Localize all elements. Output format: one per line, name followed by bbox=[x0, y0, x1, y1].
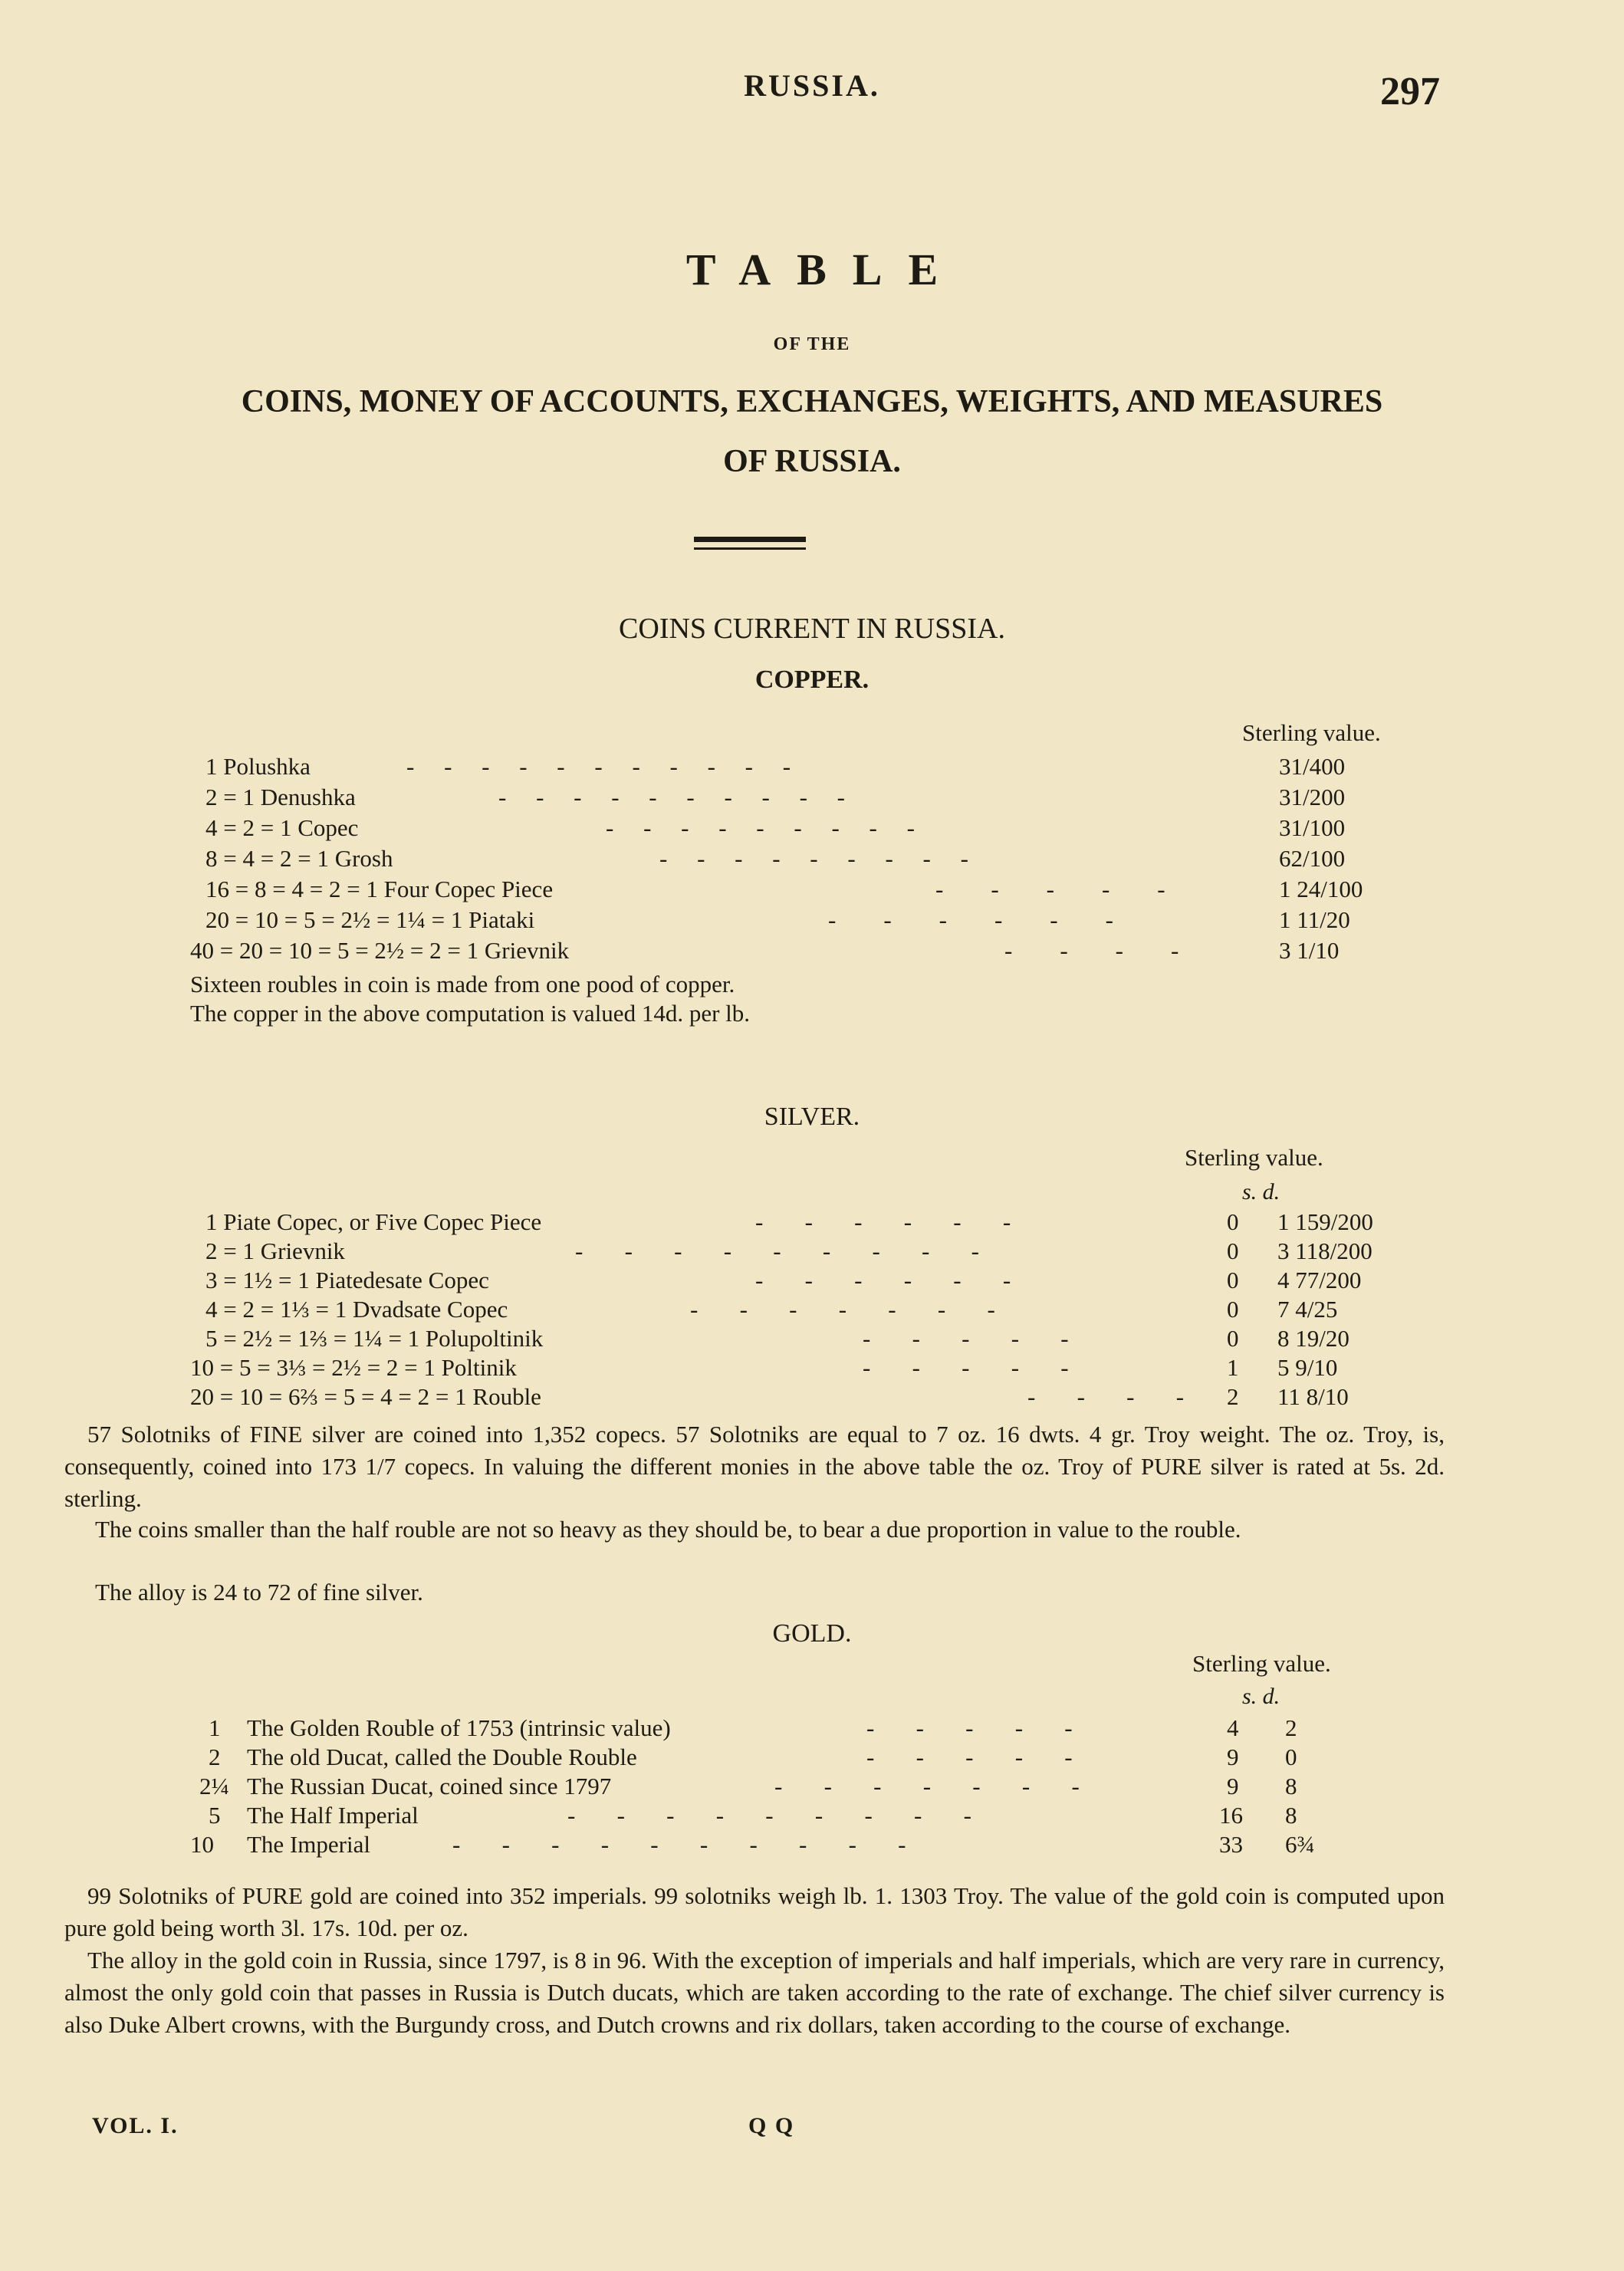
running-title: RUSSIA. bbox=[744, 68, 880, 103]
gold-heading: GOLD. bbox=[772, 1619, 852, 1648]
volume-label: VOL. I. bbox=[92, 2113, 179, 2138]
silver-row-eq: 4 = 2 = 1⅓ = 1 Dvadsate Copec bbox=[205, 1296, 508, 1323]
copper-note-2: The copper in the above computation is valued 14d. per lb. bbox=[190, 1000, 751, 1027]
silver-row-s: 0 bbox=[1227, 1325, 1239, 1352]
copper-row-value: 31/100 bbox=[1279, 814, 1346, 841]
copper-row-eq: 20 = 10 = 5 = 2½ = 1¼ = 1 Piataki bbox=[205, 906, 535, 933]
leader-dots: - - - - - - bbox=[828, 906, 1113, 933]
gold-row-s: 33 bbox=[1219, 1831, 1243, 1858]
table-title: TABLE bbox=[685, 245, 965, 294]
leader-dots: - - - - - - - - - bbox=[575, 1237, 979, 1264]
copper-sterling-label: Sterling value. bbox=[1242, 719, 1381, 746]
leader-dots: - - - - - - - - - bbox=[659, 845, 968, 872]
gold-row-num: 2 bbox=[209, 1744, 221, 1770]
gold-row-name: The Golden Rouble of 1753 (intrinsic value) bbox=[247, 1714, 671, 1741]
copper-note-1: Sixteen roubles in coin is made from one pood of copper. bbox=[190, 971, 735, 997]
leader-dots: - - - - - - - - - bbox=[567, 1802, 971, 1829]
silver-row-eq: 20 = 10 = 6⅔ = 5 = 4 = 2 = 1 Rouble bbox=[190, 1383, 541, 1410]
copper-row-value: 31/400 bbox=[1279, 753, 1346, 780]
gold-sterling-label: Sterling value. bbox=[1192, 1650, 1331, 1677]
silver-row-d: 5 9/10 bbox=[1277, 1354, 1338, 1381]
silver-row-eq: 1 Piate Copec, or Five Copec Piece bbox=[205, 1208, 542, 1235]
gold-row-s: 16 bbox=[1219, 1802, 1243, 1829]
leader-dots: - - - - - bbox=[863, 1325, 1069, 1352]
subtitle-line-2: OF RUSSIA. bbox=[723, 444, 901, 479]
gold-paragraph-2: The alloy in the gold coin in Russia, since 1797, is 8 in 96. With the exception of imperials and half imperials, which are very rare in currency, almost the only gold coin that passes in Russia is Dutch ducats, which are taken according to the rate of exchange. The chief silver currency is also Duke Albert crowns, with the Burgundy cross, and Dutch crowns and rix dollars, taken according to the course of exchange. bbox=[64, 1947, 1445, 2038]
gold-row-name: The Half Imperial bbox=[247, 1802, 419, 1829]
gold-row-name: The old Ducat, called the Double Rouble bbox=[247, 1744, 637, 1770]
leader-dots: - - - - bbox=[1004, 937, 1179, 964]
leader-dots: - - - - - - - - - - bbox=[498, 784, 845, 810]
double-rule-thin bbox=[694, 547, 806, 550]
leader-dots: - - - - - - - bbox=[774, 1773, 1080, 1799]
leader-dots: - - - - - - - - - - bbox=[452, 1831, 906, 1858]
gold-row-s: 4 bbox=[1227, 1714, 1239, 1741]
silver-row-s: 0 bbox=[1227, 1267, 1239, 1293]
leader-dots: - - - - - - - - - bbox=[606, 814, 915, 841]
copper-row-eq: 8 = 4 = 2 = 1 Grosh bbox=[205, 845, 393, 872]
silver-sd-label: s. d. bbox=[1242, 1179, 1280, 1205]
silver-row-d: 1 159/200 bbox=[1277, 1208, 1373, 1235]
leader-dots: - - - - bbox=[1027, 1383, 1185, 1410]
copper-row-value: 1 24/100 bbox=[1279, 876, 1363, 902]
copper-row-value: 3 1/10 bbox=[1279, 937, 1340, 964]
copper-row-value: 31/200 bbox=[1279, 784, 1346, 810]
subtitle-line-1: COINS, MONEY OF ACCOUNTS, EXCHANGES, WEIGHTS, AND MEASURES bbox=[241, 384, 1383, 419]
coins-current-heading: COINS CURRENT IN RUSSIA. bbox=[619, 613, 1005, 645]
gold-row-num: 1 bbox=[209, 1714, 221, 1741]
leader-dots: - - - - - bbox=[866, 1714, 1073, 1741]
silver-row-s: 0 bbox=[1227, 1237, 1239, 1264]
silver-row-s: 0 bbox=[1227, 1208, 1239, 1235]
leader-dots: - - - - - - bbox=[755, 1267, 1011, 1293]
gold-row-num: 5 bbox=[209, 1802, 221, 1829]
silver-row-s: 0 bbox=[1227, 1296, 1239, 1323]
gold-row-d: 6¾ bbox=[1285, 1831, 1315, 1858]
silver-paragraph-1: 57 Solotniks of FINE silver are coined into 1,352 copecs. 57 Solotniks are equal to 7 oz. 16 dwts. 4 gr. Troy weight. The oz. Troy, is, consequently, coined into 173 1/7 copecs. In valuing the different monies in the above table the oz. Troy of PURE silver is rated at 5s. 2d. sterling. bbox=[64, 1421, 1445, 1512]
silver-row-d: 7 4/25 bbox=[1277, 1296, 1338, 1323]
leader-dots: - - - - - - - - - - - bbox=[406, 753, 791, 780]
page-number: 297 bbox=[1380, 70, 1440, 113]
silver-row-s: 2 bbox=[1227, 1383, 1239, 1410]
gold-row-name: The Imperial bbox=[247, 1831, 370, 1858]
gold-row-num: 10 bbox=[190, 1831, 214, 1858]
gold-row-num: 2¼ bbox=[199, 1773, 229, 1799]
leader-dots: - - - - - - - bbox=[690, 1296, 995, 1323]
silver-row-d: 3 118/200 bbox=[1277, 1237, 1373, 1264]
signature-mark: Q Q bbox=[748, 2113, 795, 2138]
gold-row-d: 2 bbox=[1285, 1714, 1297, 1741]
silver-heading: SILVER. bbox=[764, 1103, 860, 1131]
gold-row-d: 0 bbox=[1285, 1744, 1297, 1770]
gold-row-s: 9 bbox=[1227, 1773, 1239, 1799]
gold-sd-label: s. d. bbox=[1242, 1684, 1280, 1709]
copper-row-eq: 1 Polushka bbox=[205, 753, 311, 780]
double-rule-thick bbox=[694, 537, 806, 542]
copper-row-value: 62/100 bbox=[1279, 845, 1346, 872]
leader-dots: - - - - - bbox=[935, 876, 1165, 902]
gold-row-d: 8 bbox=[1285, 1773, 1297, 1799]
silver-row-eq: 3 = 1½ = 1 Piatedesate Copec bbox=[205, 1267, 489, 1293]
silver-row-eq: 5 = 2½ = 1⅔ = 1¼ = 1 Polupoltinik bbox=[205, 1325, 544, 1352]
copper-heading: COPPER. bbox=[754, 666, 870, 694]
silver-paragraph-3: The alloy is 24 to 72 of fine silver. bbox=[95, 1579, 423, 1605]
gold-row-name: The Russian Ducat, coined since 1797 bbox=[247, 1773, 612, 1799]
copper-row-eq: 40 = 20 = 10 = 5 = 2½ = 2 = 1 Grievnik bbox=[190, 937, 570, 964]
silver-row-d: 11 8/10 bbox=[1277, 1383, 1349, 1410]
silver-row-d: 8 19/20 bbox=[1277, 1325, 1349, 1352]
gold-row-d: 8 bbox=[1285, 1802, 1297, 1829]
leader-dots: - - - - - - bbox=[755, 1208, 1011, 1235]
of-the-line: OF THE bbox=[773, 334, 851, 354]
gold-row-s: 9 bbox=[1227, 1744, 1239, 1770]
silver-row-eq: 2 = 1 Grievnik bbox=[205, 1237, 345, 1264]
silver-row-d: 4 77/200 bbox=[1277, 1267, 1362, 1293]
copper-row-eq: 4 = 2 = 1 Copec bbox=[205, 814, 359, 841]
silver-row-s: 1 bbox=[1227, 1354, 1239, 1381]
silver-paragraph-2: The coins smaller than the half rouble are not so heavy as they should be, to bear a due proportion in value to the rouble. bbox=[95, 1516, 1241, 1543]
copper-row-eq: 16 = 8 = 4 = 2 = 1 Four Copec Piece bbox=[205, 876, 554, 902]
leader-dots: - - - - - bbox=[866, 1744, 1073, 1770]
gold-paragraph-1: 99 Solotniks of PURE gold are coined into 352 imperials. 99 solotniks weigh lb. 1. 1303 Troy. The value of the gold coin is computed upon pure gold being worth 3l. 17s. 10d. per oz. bbox=[64, 1882, 1445, 1941]
silver-row-eq: 10 = 5 = 3⅓ = 2½ = 2 = 1 Poltinik bbox=[190, 1354, 517, 1381]
copper-row-value: 1 11/20 bbox=[1279, 906, 1350, 933]
leader-dots: - - - - - bbox=[863, 1354, 1069, 1381]
silver-sterling-label: Sterling value. bbox=[1185, 1144, 1323, 1171]
copper-row-eq: 2 = 1 Denushka bbox=[205, 784, 356, 810]
